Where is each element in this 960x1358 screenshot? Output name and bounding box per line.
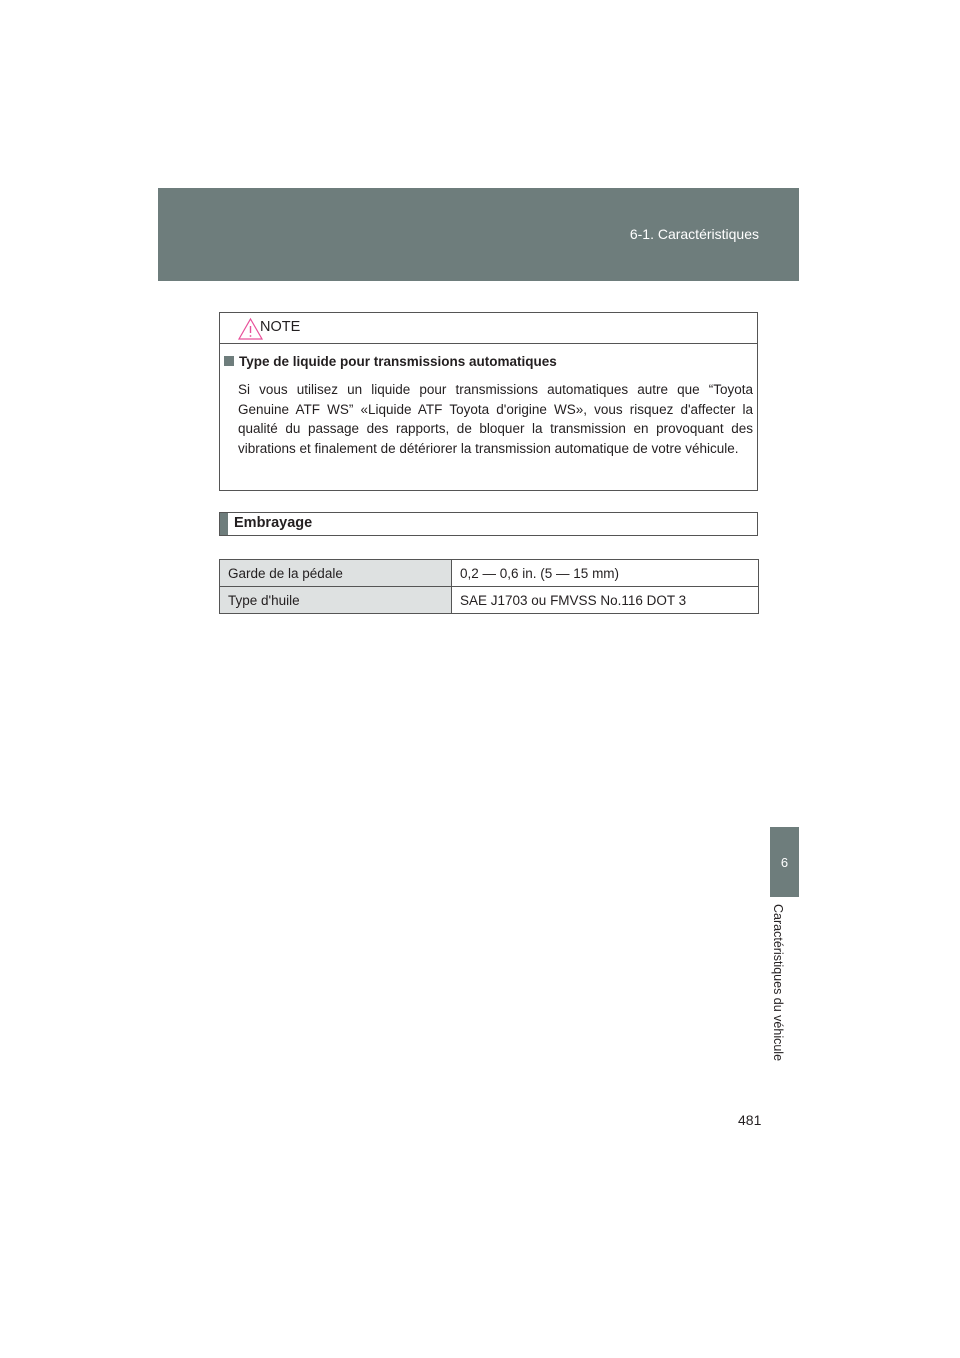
note-subheading-text: Type de liquide pour transmissions automatiques — [239, 354, 557, 369]
spec-label: Type d'huile — [220, 587, 452, 614]
note-body: Si vous utilisez un liquide pour transmissions automatiques autre que “Toyota Genuine ATF WS” «Liquide ATF Toyota d'origine WS», vous risquez d'affecter la qualité du passage des rapports, de bloquer la transmission en provoquant des vibrations et finalement de détériorer la transmission automatique de votre véhicule. — [238, 382, 753, 456]
note-title: NOTE — [260, 319, 301, 335]
square-bullet-icon — [224, 356, 234, 366]
table-row — [220, 560, 759, 587]
note-box — [219, 312, 758, 491]
table-row — [220, 587, 759, 614]
note-subheading — [224, 354, 557, 369]
spec-label: Garde de la pédale — [220, 560, 452, 587]
note-header — [220, 313, 757, 344]
section-accent-bar — [220, 513, 228, 535]
spec-value: 0,2 — 0,6 in. (5 — 15 mm) — [452, 560, 759, 587]
spec-value: SAE J1703 ou FMVSS No.116 DOT 3 — [452, 587, 759, 614]
chapter-title-vertical: Caractéristiques du véhicule — [771, 904, 785, 1062]
side-label — [771, 904, 795, 1094]
side-tab — [770, 827, 799, 897]
chapter-number: 6 — [780, 855, 789, 870]
chapter-heading: 6-1. Caractéristiques — [629, 226, 759, 242]
spec-table — [219, 559, 759, 614]
section-title: Embrayage — [234, 515, 313, 531]
header-band — [158, 188, 799, 281]
page-number: 481 — [738, 1112, 762, 1128]
section-header — [219, 512, 758, 536]
